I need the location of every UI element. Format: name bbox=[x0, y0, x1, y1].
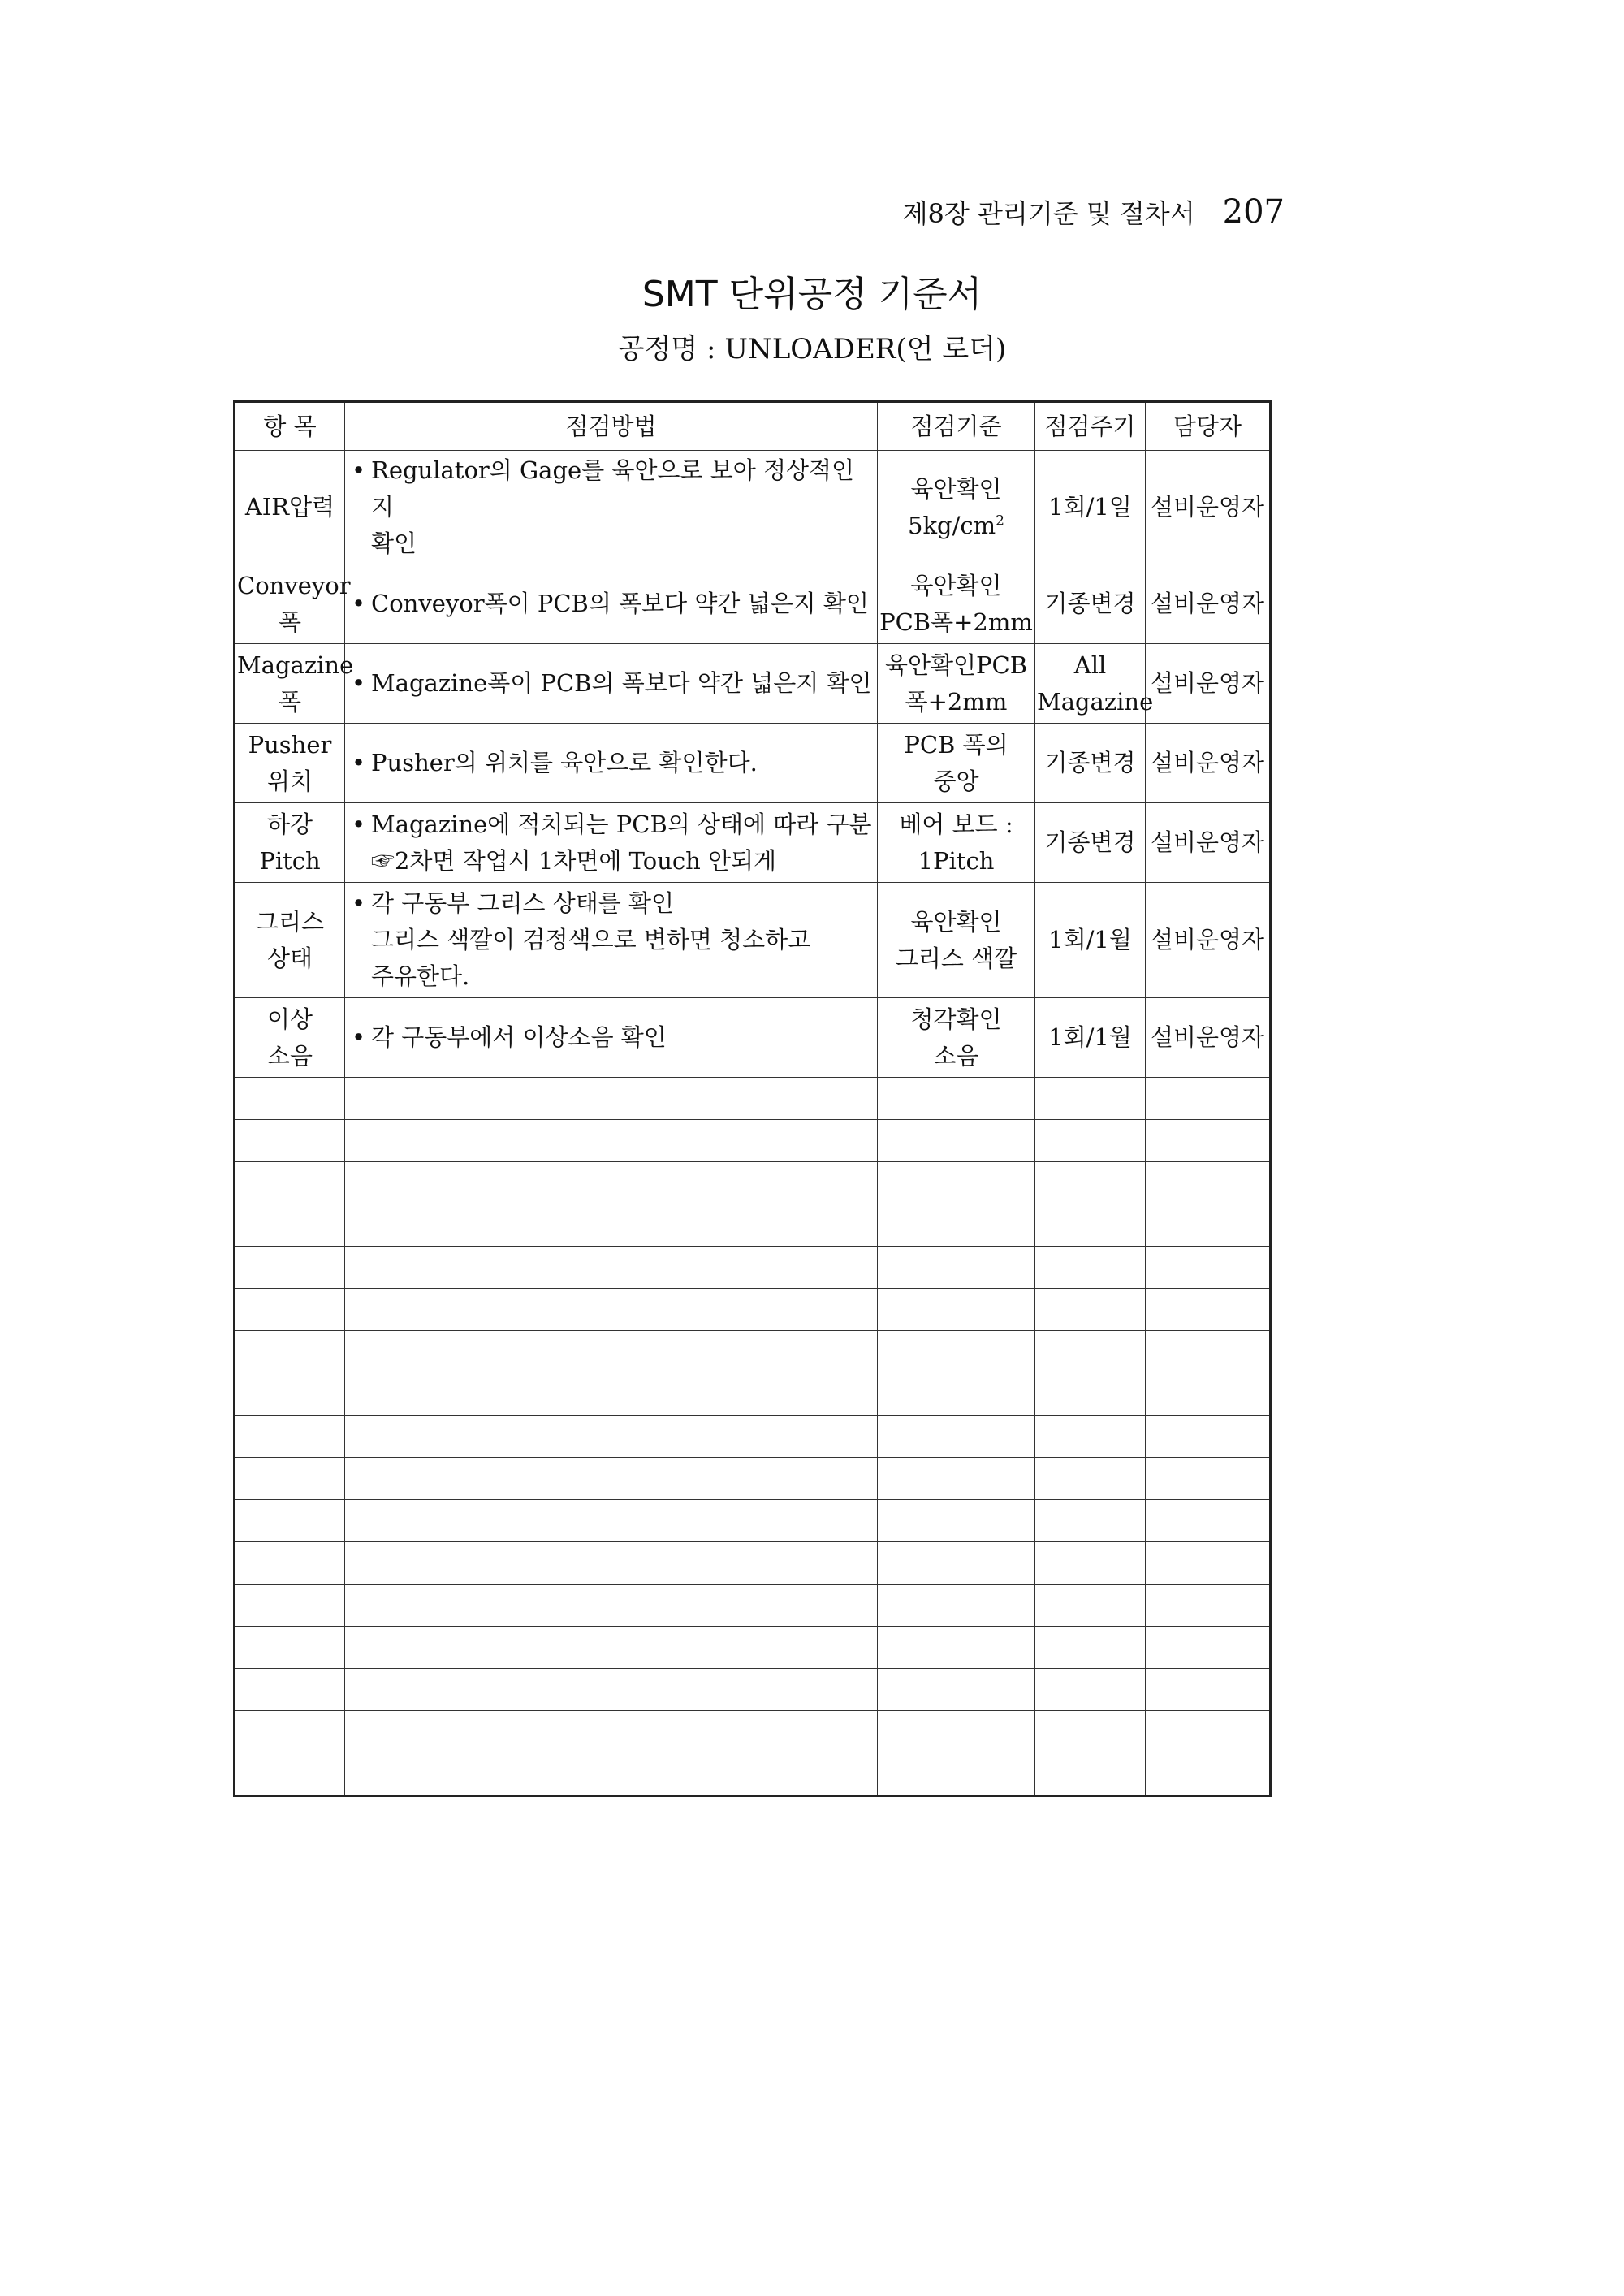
empty-cell bbox=[235, 1416, 345, 1458]
owner-cell: 설비운영자 bbox=[1146, 644, 1271, 724]
empty-row bbox=[235, 1500, 1271, 1542]
empty-cell bbox=[1146, 1247, 1271, 1289]
cycle-line: 기종변경 bbox=[1044, 828, 1136, 856]
empty-row bbox=[235, 1289, 1271, 1331]
cycle-cell bbox=[1035, 564, 1146, 644]
criteria-line bbox=[879, 843, 1033, 880]
owner-cell: 설비운영자 bbox=[1146, 998, 1271, 1078]
criteria-cell bbox=[878, 564, 1035, 644]
criteria-line bbox=[879, 1038, 1033, 1074]
empty-cell bbox=[1035, 1669, 1146, 1711]
empty-cell bbox=[235, 1078, 345, 1120]
method-text: 주유한다. bbox=[371, 962, 470, 990]
cycle-line: Magazine bbox=[1037, 687, 1154, 716]
empty-cell bbox=[878, 1500, 1035, 1542]
criteria-line bbox=[879, 684, 1033, 720]
page-header bbox=[903, 193, 1285, 231]
method-text: ☞2차면 작업시 1차면에 Touch 안되게 bbox=[371, 846, 777, 875]
criteria-line bbox=[879, 568, 1033, 604]
cycle-line: 1회/1월 bbox=[1048, 926, 1132, 953]
empty-cell bbox=[345, 1078, 878, 1120]
criteria-line bbox=[879, 904, 1033, 940]
item-cell bbox=[235, 564, 351, 644]
empty-row bbox=[235, 1542, 1271, 1585]
method-cell bbox=[345, 883, 878, 998]
criteria-text: 육안확인PCB bbox=[884, 651, 1028, 679]
method-line bbox=[352, 922, 875, 958]
method-text: 각 구동부에서 이상소음 확인 bbox=[371, 1023, 667, 1051]
empty-cell bbox=[1146, 1458, 1271, 1500]
method-line bbox=[352, 665, 875, 702]
method-line bbox=[352, 1019, 875, 1056]
item-line: 이상 bbox=[266, 1005, 313, 1033]
criteria-cell bbox=[878, 451, 1035, 564]
criteria-cell bbox=[878, 998, 1035, 1078]
cycle-line: 1회/1월 bbox=[1048, 1023, 1132, 1051]
cycle-cell bbox=[1035, 451, 1146, 564]
column-header: 담당자 bbox=[1146, 402, 1271, 451]
method-line bbox=[352, 586, 875, 622]
empty-cell bbox=[1146, 1078, 1271, 1120]
empty-cell bbox=[235, 1753, 345, 1797]
item-cell bbox=[235, 883, 345, 998]
empty-cell bbox=[878, 1247, 1035, 1289]
empty-cell bbox=[878, 1078, 1035, 1120]
criteria-text: 청각확인 bbox=[910, 1005, 1002, 1033]
table-row bbox=[235, 564, 1271, 644]
empty-cell bbox=[878, 1542, 1035, 1585]
criteria-cell bbox=[878, 644, 1035, 724]
bullet-marker: • bbox=[352, 1023, 366, 1051]
empty-cell bbox=[235, 1289, 345, 1331]
empty-row bbox=[235, 1247, 1271, 1289]
empty-cell bbox=[1035, 1204, 1146, 1247]
bullet-marker: • bbox=[352, 590, 366, 617]
empty-cell bbox=[345, 1204, 878, 1247]
empty-cell bbox=[345, 1542, 878, 1585]
table-body bbox=[235, 451, 1271, 1797]
item-line: Pusher bbox=[248, 730, 332, 759]
criteria-line bbox=[879, 763, 1033, 800]
bullet-marker: • bbox=[352, 749, 366, 776]
bullet-marker bbox=[352, 843, 371, 880]
empty-cell bbox=[235, 1711, 345, 1753]
empty-cell bbox=[1035, 1247, 1146, 1289]
item-line: 위치 bbox=[266, 767, 313, 795]
item-line: Magazine bbox=[237, 651, 354, 679]
column-header: 점검기준 bbox=[878, 402, 1035, 451]
empty-cell bbox=[235, 1162, 345, 1204]
table-row bbox=[235, 998, 1271, 1078]
empty-cell bbox=[1035, 1500, 1146, 1542]
method-cell bbox=[345, 564, 878, 644]
item-cell bbox=[235, 451, 345, 564]
empty-cell bbox=[878, 1289, 1035, 1331]
method-text: Regulator의 Gage를 육안으로 보아 정상적인지 bbox=[371, 456, 855, 521]
empty-cell bbox=[1035, 1585, 1146, 1627]
empty-row bbox=[235, 1120, 1271, 1162]
empty-cell bbox=[345, 1289, 878, 1331]
superscript: 2 bbox=[996, 512, 1004, 529]
empty-row bbox=[235, 1585, 1271, 1627]
empty-cell bbox=[235, 1247, 345, 1289]
process-name: 공정명 : UNLOADER(언 로더) bbox=[617, 333, 1007, 365]
empty-cell bbox=[345, 1500, 878, 1542]
empty-cell bbox=[345, 1458, 878, 1500]
empty-cell bbox=[1146, 1162, 1271, 1204]
empty-cell bbox=[1146, 1627, 1271, 1669]
item-line: 하강 bbox=[266, 810, 313, 838]
empty-cell bbox=[345, 1331, 878, 1373]
method-cell bbox=[345, 451, 878, 564]
empty-cell bbox=[1146, 1753, 1271, 1797]
empty-row bbox=[235, 1416, 1271, 1458]
item-line: Conveyor bbox=[237, 571, 351, 599]
method-line bbox=[352, 885, 875, 922]
method-text: Magazine에 적치되는 PCB의 상태에 따라 구분 bbox=[371, 810, 872, 838]
criteria-line bbox=[879, 727, 1033, 763]
column-header: 점검방법 bbox=[345, 402, 878, 451]
item-line: 상태 bbox=[266, 944, 313, 972]
table-row bbox=[235, 883, 1271, 998]
criteria-line bbox=[879, 1001, 1033, 1038]
empty-cell bbox=[345, 1247, 878, 1289]
table-row bbox=[235, 644, 1271, 724]
empty-cell bbox=[1035, 1162, 1146, 1204]
empty-cell bbox=[345, 1162, 878, 1204]
method-cell bbox=[345, 644, 878, 724]
empty-cell bbox=[878, 1585, 1035, 1627]
empty-row bbox=[235, 1078, 1271, 1120]
column-header: 점검주기 bbox=[1035, 402, 1146, 451]
cycle-cell bbox=[1035, 883, 1146, 998]
empty-row bbox=[235, 1458, 1271, 1500]
empty-cell bbox=[878, 1753, 1035, 1797]
empty-cell bbox=[1035, 1458, 1146, 1500]
method-line bbox=[352, 525, 875, 562]
empty-cell bbox=[1035, 1331, 1146, 1373]
method-cell bbox=[345, 724, 878, 803]
empty-cell bbox=[235, 1585, 345, 1627]
empty-row bbox=[235, 1711, 1271, 1753]
criteria-text: 1Pitch bbox=[918, 846, 995, 875]
table-row bbox=[235, 451, 1271, 564]
criteria-line bbox=[879, 647, 1033, 684]
empty-cell bbox=[1035, 1289, 1146, 1331]
cycle-line: 기종변경 bbox=[1044, 749, 1136, 776]
empty-cell bbox=[345, 1585, 878, 1627]
cycle-line: 기종변경 bbox=[1044, 590, 1136, 617]
bullet-marker: • bbox=[352, 810, 366, 838]
item-line: 폭 bbox=[278, 687, 301, 716]
cycle-cell bbox=[1035, 803, 1146, 883]
empty-cell bbox=[1035, 1542, 1146, 1585]
empty-cell bbox=[1035, 1120, 1146, 1162]
criteria-cell bbox=[878, 803, 1035, 883]
item-line: Pitch bbox=[259, 846, 321, 875]
item-line: 폭 bbox=[278, 608, 301, 636]
criteria-line bbox=[879, 471, 1033, 508]
bullet-marker bbox=[352, 958, 371, 995]
empty-cell bbox=[1146, 1120, 1271, 1162]
bullet-marker: • bbox=[352, 669, 366, 697]
empty-cell bbox=[235, 1120, 345, 1162]
criteria-cell bbox=[878, 883, 1035, 998]
criteria-line bbox=[879, 806, 1033, 843]
table-header-row bbox=[235, 402, 1271, 451]
bullet-marker bbox=[352, 525, 371, 562]
method-text: Magazine폭이 PCB의 폭보다 약간 넓은지 확인 bbox=[371, 669, 872, 697]
method-line bbox=[352, 745, 875, 781]
method-text: Conveyor폭이 PCB의 폭보다 약간 넓은지 확인 bbox=[371, 590, 869, 617]
empty-cell bbox=[345, 1373, 878, 1416]
criteria-line bbox=[879, 940, 1033, 977]
empty-cell bbox=[1035, 1753, 1146, 1797]
empty-cell bbox=[878, 1416, 1035, 1458]
empty-cell bbox=[235, 1331, 345, 1373]
empty-cell bbox=[1146, 1373, 1271, 1416]
criteria-text: 소음 bbox=[933, 1041, 979, 1070]
table-row bbox=[235, 724, 1271, 803]
method-text: 그리스 색깔이 검정색으로 변하면 청소하고 bbox=[371, 926, 811, 953]
empty-cell bbox=[878, 1204, 1035, 1247]
cycle-cell bbox=[1035, 998, 1146, 1078]
cycle-cell bbox=[1035, 724, 1146, 803]
page-number: 207 bbox=[1222, 193, 1285, 231]
empty-cell bbox=[345, 1416, 878, 1458]
empty-row bbox=[235, 1669, 1271, 1711]
criteria-text: 베어 보드 : bbox=[899, 810, 1013, 838]
empty-row bbox=[235, 1753, 1271, 1797]
method-line bbox=[352, 806, 875, 843]
method-cell bbox=[345, 998, 878, 1078]
empty-cell bbox=[235, 1669, 345, 1711]
method-text: 확인 bbox=[371, 530, 417, 557]
bullet-marker bbox=[352, 922, 371, 958]
table-row bbox=[235, 803, 1271, 883]
owner-cell: 설비운영자 bbox=[1146, 451, 1271, 564]
empty-cell bbox=[345, 1669, 878, 1711]
empty-cell bbox=[878, 1711, 1035, 1753]
empty-cell bbox=[878, 1458, 1035, 1500]
item-line: AIR압력 bbox=[244, 493, 335, 521]
column-header: 항 목 bbox=[235, 402, 345, 451]
empty-cell bbox=[1146, 1669, 1271, 1711]
empty-row bbox=[235, 1204, 1271, 1247]
method-line bbox=[352, 843, 875, 880]
item-line: 그리스 bbox=[255, 907, 325, 936]
empty-cell bbox=[345, 1711, 878, 1753]
empty-cell bbox=[345, 1120, 878, 1162]
empty-cell bbox=[235, 1204, 345, 1247]
item-cell bbox=[235, 644, 354, 724]
bullet-marker: • bbox=[352, 889, 366, 917]
owner-cell: 설비운영자 bbox=[1146, 724, 1271, 803]
empty-cell bbox=[345, 1753, 878, 1797]
empty-cell bbox=[1146, 1711, 1271, 1753]
empty-cell bbox=[878, 1120, 1035, 1162]
empty-cell bbox=[878, 1669, 1035, 1711]
item-cell bbox=[235, 998, 345, 1078]
method-cell bbox=[345, 803, 878, 883]
method-line bbox=[352, 958, 875, 995]
empty-cell bbox=[878, 1331, 1035, 1373]
empty-row bbox=[235, 1162, 1271, 1204]
empty-cell bbox=[1146, 1542, 1271, 1585]
criteria-text: PCB폭+2mm bbox=[879, 608, 1033, 636]
empty-cell bbox=[1146, 1289, 1271, 1331]
empty-cell bbox=[878, 1627, 1035, 1669]
empty-cell bbox=[878, 1373, 1035, 1416]
empty-cell bbox=[235, 1500, 345, 1542]
method-line bbox=[352, 452, 875, 525]
empty-cell bbox=[1035, 1627, 1146, 1669]
inspection-table bbox=[233, 400, 1272, 1797]
empty-row bbox=[235, 1373, 1271, 1416]
criteria-text: 중앙 bbox=[933, 767, 979, 795]
cycle-line: All bbox=[1073, 651, 1107, 679]
empty-cell bbox=[1146, 1416, 1271, 1458]
item-cell bbox=[235, 724, 345, 803]
empty-row bbox=[235, 1331, 1271, 1373]
owner-cell: 설비운영자 bbox=[1146, 883, 1271, 998]
criteria-text: 폭+2mm bbox=[905, 687, 1008, 716]
empty-cell bbox=[1146, 1331, 1271, 1373]
document-title: SMT 단위공정 기준서 bbox=[641, 274, 983, 315]
bullet-marker: • bbox=[352, 456, 366, 484]
empty-cell bbox=[1035, 1373, 1146, 1416]
owner-cell: 설비운영자 bbox=[1146, 803, 1271, 883]
empty-cell bbox=[1035, 1416, 1146, 1458]
criteria-text: 그리스 색깔 bbox=[895, 944, 1017, 972]
criteria-text: 육안확인 bbox=[910, 571, 1002, 599]
item-line: 소음 bbox=[266, 1041, 313, 1070]
empty-cell bbox=[1146, 1500, 1271, 1542]
criteria-line bbox=[879, 508, 1033, 544]
empty-cell bbox=[1035, 1078, 1146, 1120]
criteria-text: 육안확인 bbox=[910, 907, 1002, 936]
empty-cell bbox=[235, 1458, 345, 1500]
owner-cell: 설비운영자 bbox=[1146, 564, 1271, 644]
criteria-text: 육안확인 bbox=[910, 474, 1002, 503]
cycle-line: 1회/1일 bbox=[1048, 493, 1132, 521]
empty-cell bbox=[878, 1162, 1035, 1204]
empty-cell bbox=[235, 1542, 345, 1585]
empty-cell bbox=[235, 1627, 345, 1669]
empty-cell bbox=[1035, 1711, 1146, 1753]
cycle-cell bbox=[1035, 644, 1154, 724]
criteria-line bbox=[879, 604, 1033, 641]
method-text: 각 구동부 그리스 상태를 확인 bbox=[371, 889, 675, 917]
empty-cell bbox=[345, 1627, 878, 1669]
empty-cell bbox=[1146, 1204, 1271, 1247]
empty-cell bbox=[235, 1373, 345, 1416]
empty-cell bbox=[1146, 1585, 1271, 1627]
item-cell bbox=[235, 803, 345, 883]
method-text: Pusher의 위치를 육안으로 확인한다. bbox=[371, 749, 758, 776]
criteria-cell bbox=[878, 724, 1035, 803]
criteria-text: PCB 폭의 bbox=[904, 730, 1009, 759]
criteria-text: 5kg/cm bbox=[908, 511, 996, 539]
chapter-label: 제8장 관리기준 및 절차서 bbox=[902, 198, 1195, 229]
empty-row bbox=[235, 1627, 1271, 1669]
